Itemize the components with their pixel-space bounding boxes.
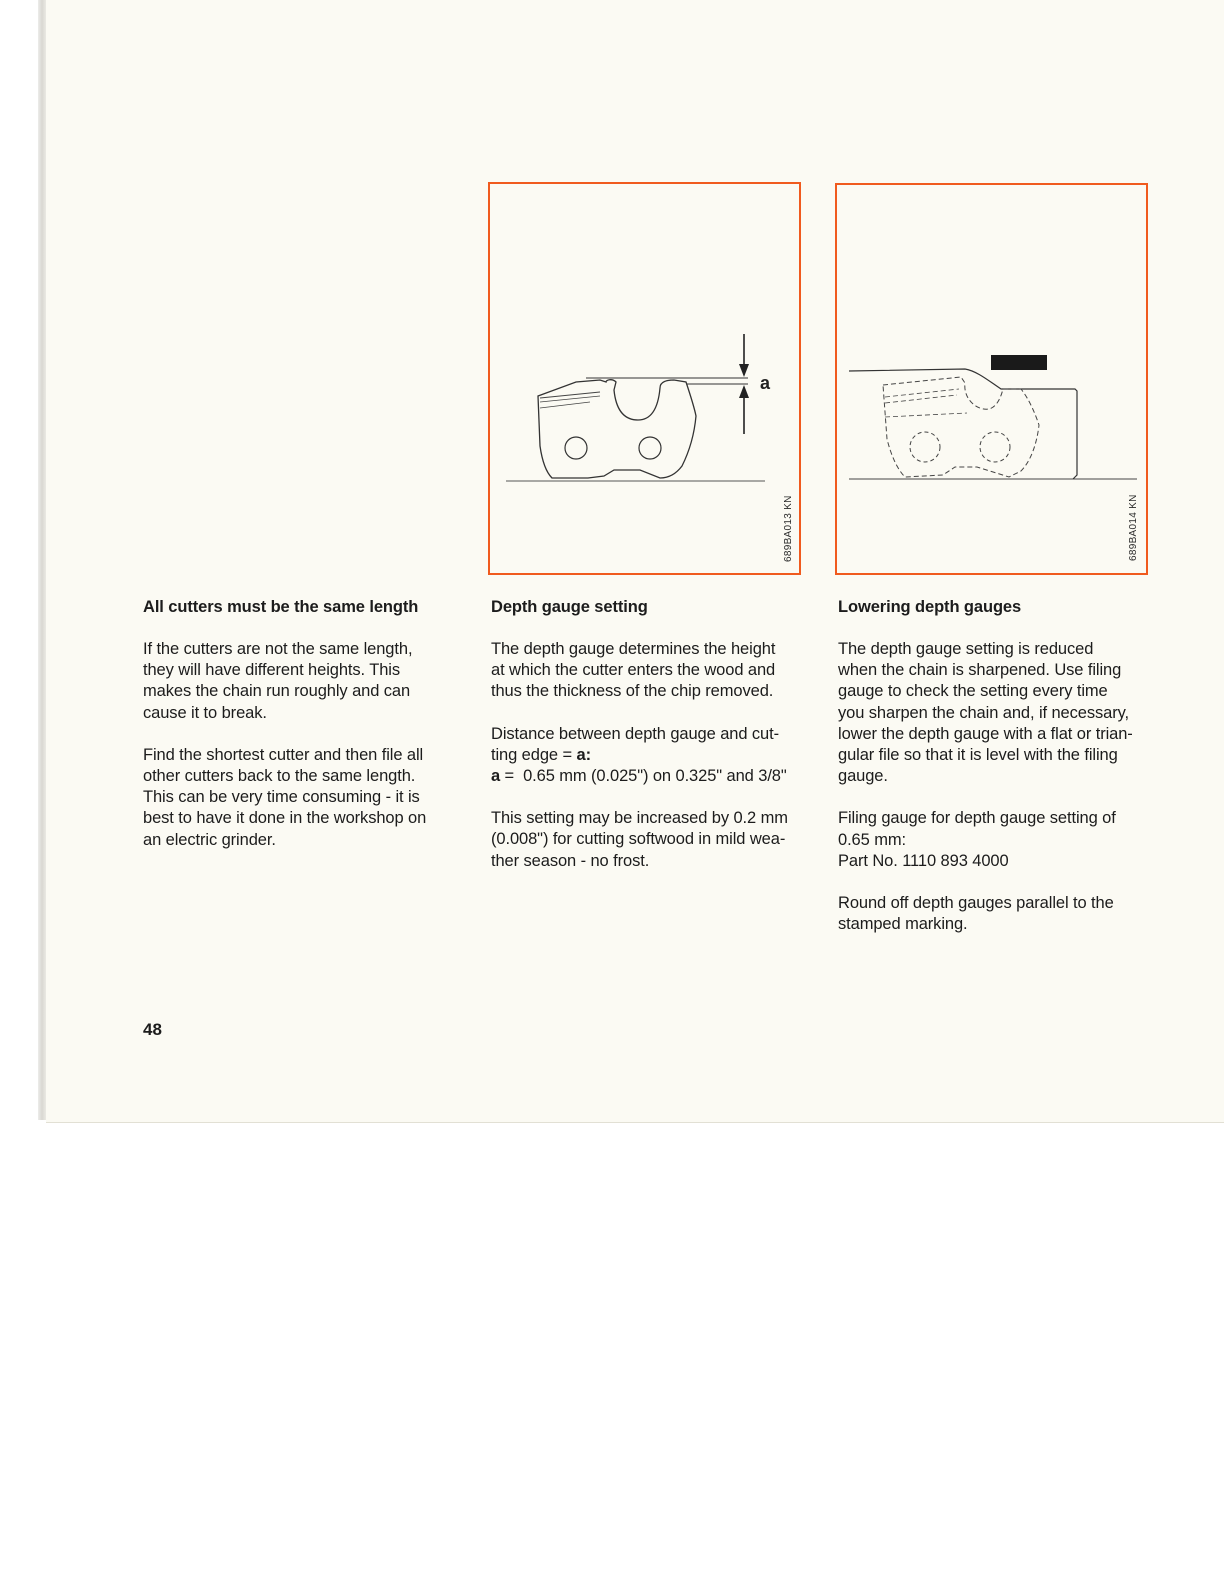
bold-term-a: a: [576, 745, 591, 764]
text-line: stamped marking. [838, 915, 968, 934]
depth-gauge-diagram [490, 184, 799, 573]
text-line: you sharpen the chain and, if necessary, [838, 703, 1130, 722]
text-line: Distance between depth gauge and cut- [491, 724, 780, 743]
file-bar [991, 355, 1047, 370]
figure-depth-gauge-setting [488, 182, 801, 575]
text-line: If the cutters are not the same length, [143, 640, 413, 658]
text-line: other cutters back to the same length. [143, 767, 416, 786]
rivet-hole [980, 432, 1010, 462]
text-line [491, 745, 811, 766]
part-number: Part No. 1110 893 4000 [838, 851, 1009, 870]
text-run: = 0.65 mm (0.025") on 0.325" and 3/8" [500, 767, 787, 786]
filing-gauge-diagram [837, 185, 1146, 573]
column-depth-gauge-setting [491, 596, 811, 893]
paragraph [491, 639, 811, 703]
text-line: (0.008") for cutting softwood in mild wea- [491, 830, 786, 849]
rivet-hole [565, 437, 587, 459]
figure-lowering-depth-gauges [835, 183, 1148, 575]
text-line: gauge. [838, 767, 888, 786]
top-plate-line [885, 389, 959, 397]
text-line: Round off depth gauges parallel to the [838, 894, 1114, 913]
text-line: This can be very time consuming - it is [143, 788, 420, 807]
arrow-head-up [739, 385, 749, 398]
dimension-label-a: a [760, 373, 771, 393]
column-lowering-depth-gauges [838, 596, 1158, 956]
text-line: at which the cutter enters the wood and [491, 661, 776, 680]
page-number: 48 [143, 1020, 162, 1039]
bold-term-a: a [491, 767, 501, 786]
top-plate-line [540, 402, 590, 408]
paragraph [143, 639, 463, 724]
filing-gauge-outline [849, 369, 1077, 479]
text-line: This setting may be increased by 0.2 mm [491, 809, 788, 828]
figure-code: 689BA013 KN [783, 495, 794, 562]
text-line [491, 766, 811, 787]
paragraph [838, 639, 1158, 787]
rivet-hole [910, 432, 940, 462]
text-line: cause it to break. [143, 703, 267, 722]
section-heading: All cutters must be the same length [143, 598, 419, 616]
paragraph [491, 724, 811, 788]
text-line: an electric grinder. [143, 830, 276, 849]
rivet-hole [639, 437, 661, 459]
text-line: when the chain is sharpened. Use filing [838, 661, 1122, 680]
arrow-head-down [739, 364, 749, 377]
text-line: ther season - no frost. [491, 851, 650, 870]
cutter-outline [538, 380, 696, 478]
text-line: they will have different heights. This [143, 661, 400, 680]
column-cutter-length [143, 596, 463, 872]
text-line: best to have it done in the workshop on [143, 809, 427, 828]
paragraph [838, 808, 1158, 872]
text-line: lower the depth gauge with a flat or trian- [838, 724, 1133, 743]
figure-code: 689BA014 KN [1128, 494, 1139, 561]
top-plate-line [885, 413, 967, 417]
text-line: makes the chain run roughly and can [143, 682, 411, 701]
paragraph [838, 893, 1158, 935]
text-run: ting edge = [491, 745, 577, 764]
text-line: The depth gauge setting is reduced [838, 640, 1094, 658]
text-line: 0.65 mm: [838, 830, 906, 849]
text-line: thus the thickness of the chip removed. [491, 682, 774, 701]
text-line: Find the shortest cutter and then file all [143, 745, 424, 764]
section-heading: Depth gauge setting [491, 598, 648, 616]
section-heading: Lowering depth gauges [838, 598, 1022, 616]
cutter-dashed-outline [883, 377, 1039, 477]
paragraph [491, 808, 811, 872]
text-line: gular file so that it is level with the filing [838, 746, 1118, 765]
text-line: Filing gauge for depth gauge setting of [838, 809, 1116, 828]
text-line: The depth gauge determines the height [491, 640, 776, 658]
paragraph [143, 745, 463, 851]
text-line: gauge to check the setting every time [838, 682, 1108, 701]
